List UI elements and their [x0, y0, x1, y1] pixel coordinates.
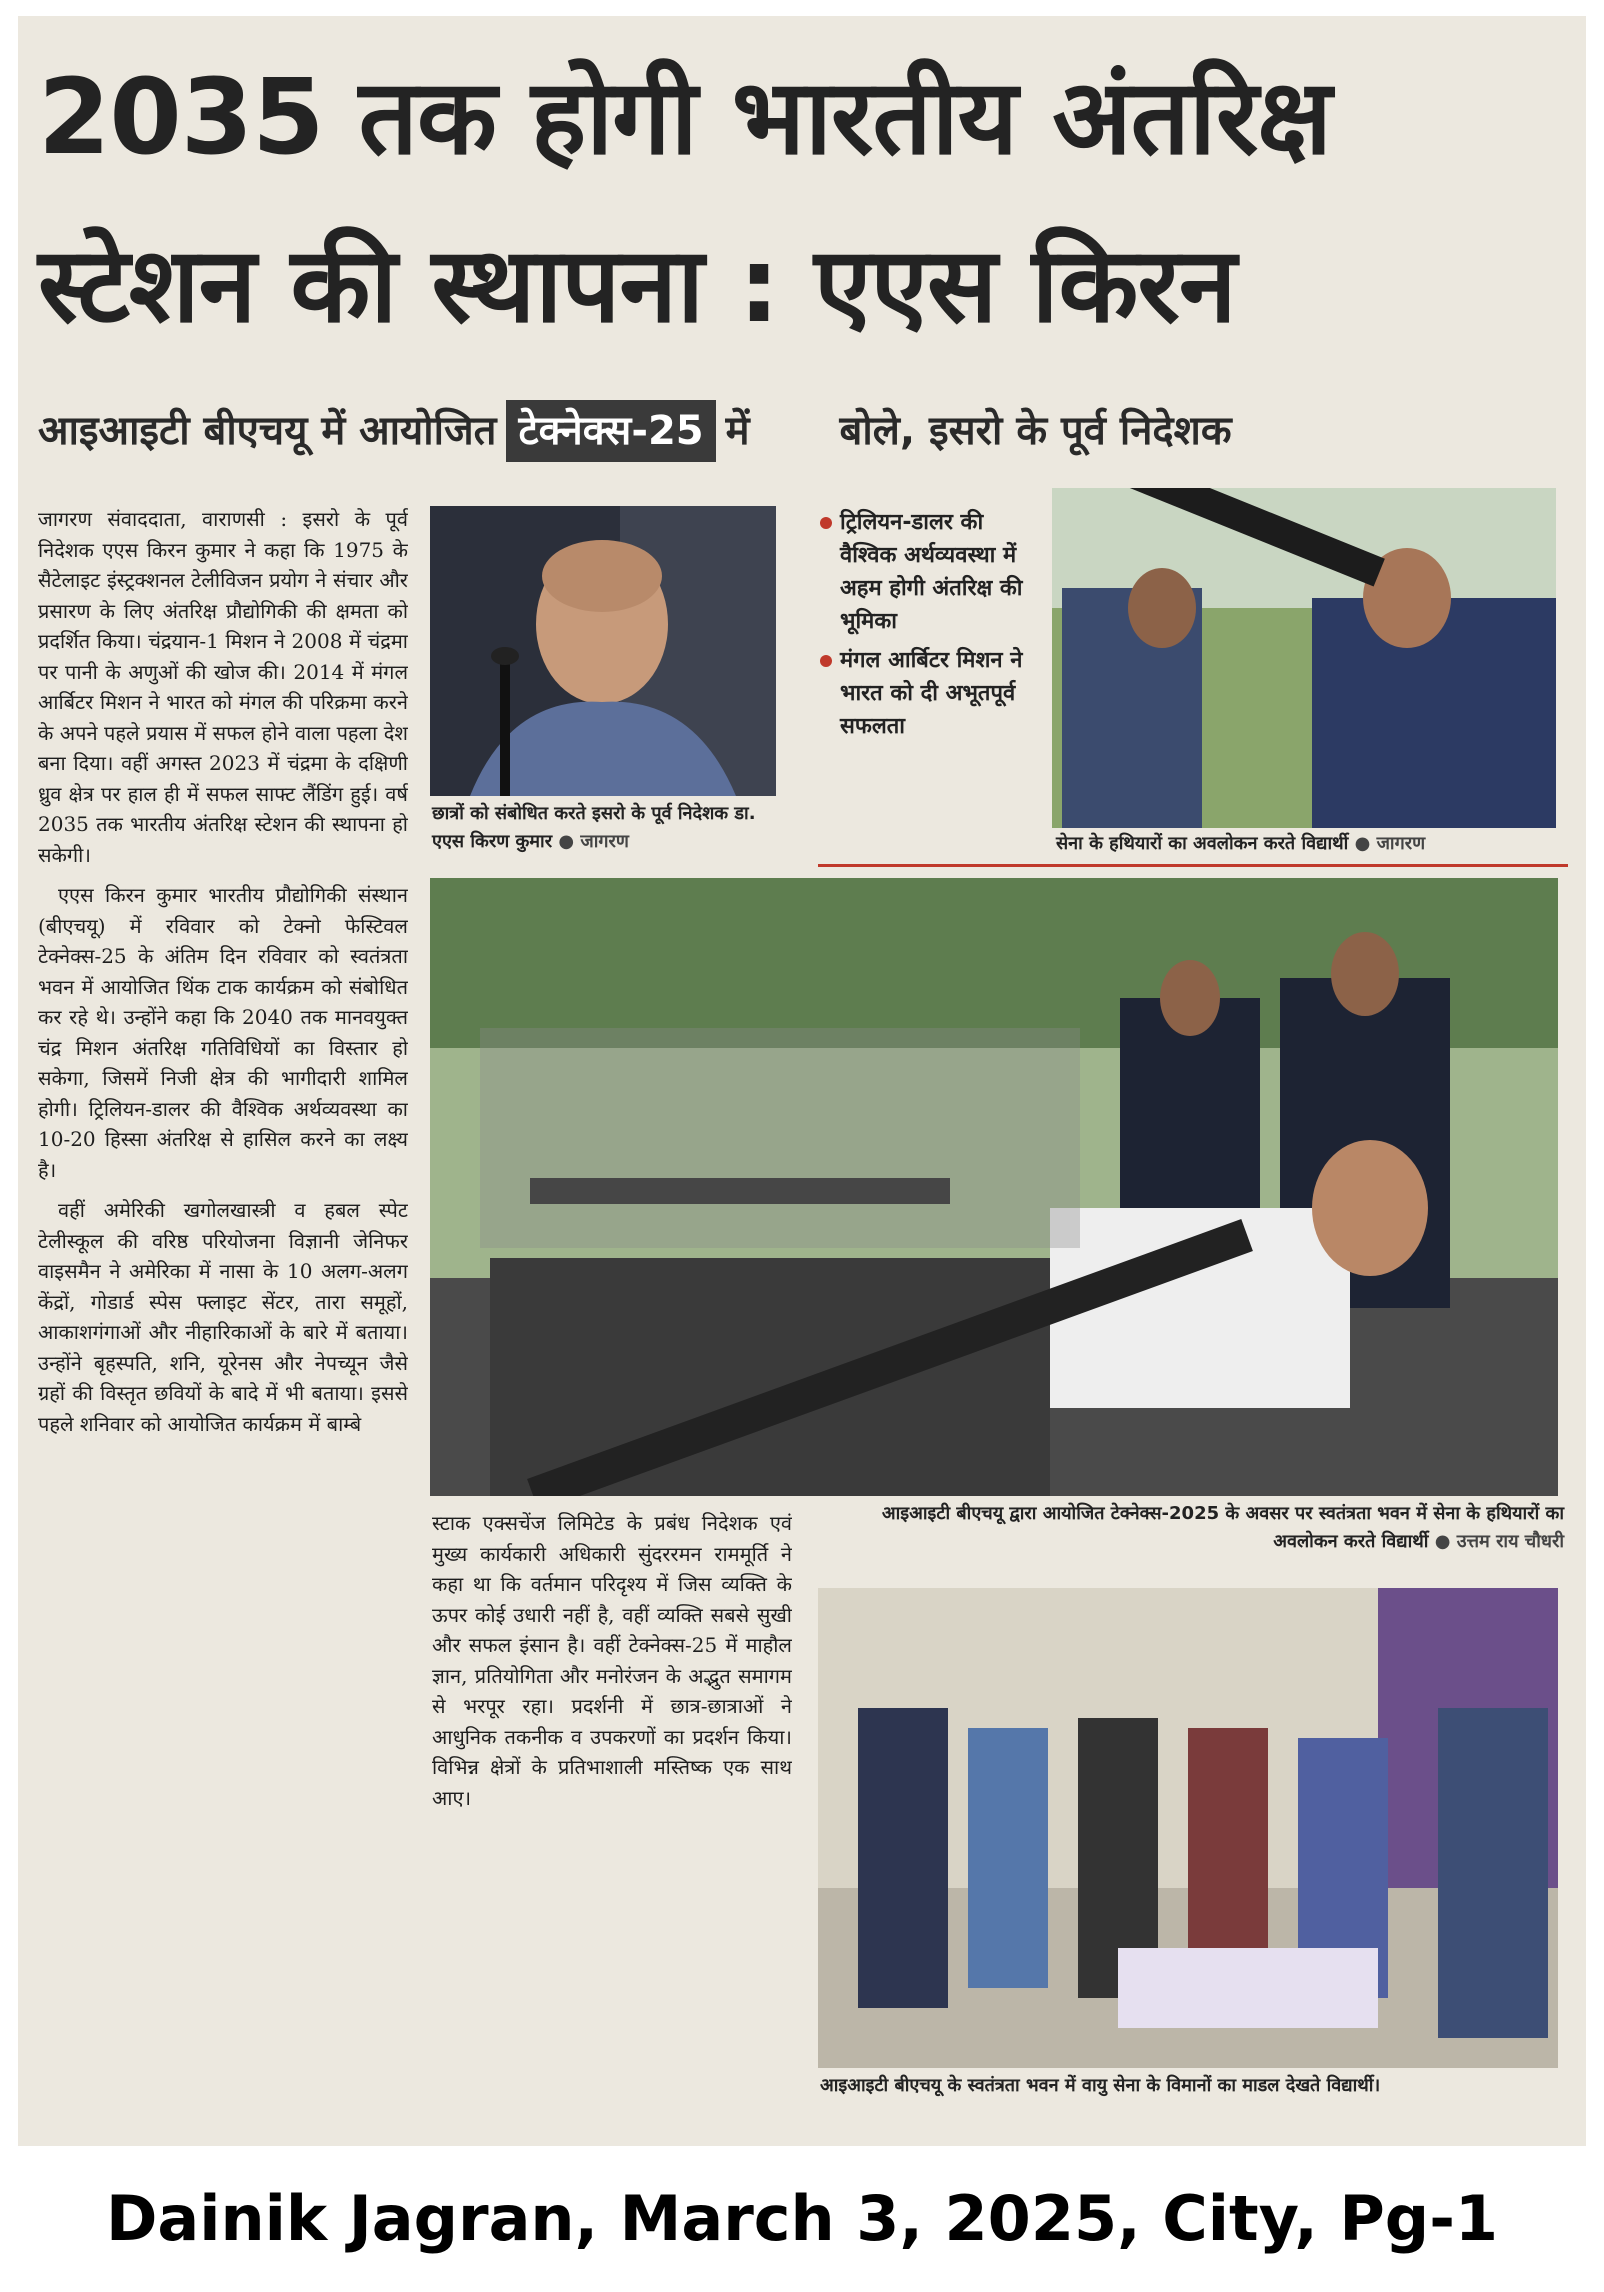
article-column-2: [432, 1508, 792, 2128]
source-citation: Dainik Jagran, March 3, 2025, City, Pg-1: [105, 2182, 1499, 2255]
subheadline-part-1: आइआइटी बीएचयू में आयोजित: [38, 408, 497, 454]
article-paragraph: एएस किरन कुमार भारतीय प्रौद्योगिकी संस्थान (बीएचयू) में रविवार को टेक्नो फेस्टिवल टेक्नेक्स-25 के अंतिम दिन रविवार को स्वतंत्रता भवन में आयोजित थिंक टाक कार्यक्रम को संबोधित कर रहे थे। उन्होंने कहा कि 2040 तक मानवयुक्त चंद्र मिशन अंतरिक्ष गतिविधियों का विस्तार हो सकेगा, जिसमें निजी क्षेत्र की भागीदारी शामिल होगी। ट्रिलियन-डालर की वैश्विक अर्थव्यवस्था का 10-20 हिस्सा अंतरिक्ष से हासिल करने का लक्ष्य है।: [38, 883, 408, 1182]
weapons-large-caption-text: आइआइटी बीएचयू द्वारा आयोजित टेक्नेक्स-2025 के अवसर पर स्वतंत्रता भवन में सेना के हथियारों का अवलोकन करते विद्यार्थी: [881, 1503, 1564, 1552]
divider-rule: [818, 864, 1568, 867]
subheadline-part-3: बोले, इसरो के पूर्व निदेशक: [839, 408, 1232, 454]
weapons-small-caption-text: सेना के हथियारों का अवलोकन करते विद्यार्थी: [1056, 833, 1349, 854]
speaker-caption-text: छात्रों को संबोधित करते इसरो के पूर्व निदेशक डा. एएस किरण कुमार: [432, 803, 756, 852]
article-paragraph: जागरण संवाददाता, वाराणसी : इसरो के पूर्व निदेशक एएस किरन कुमार ने कहा कि 1975 के सैटेलाइट इंस्ट्रक्शनल टेलीविजन प्रयोग ने संचार और प्रसारण के लिए अंतरिक्ष प्रौद्योगिकी की क्षमता को प्रदर्शित किया। चंद्रयान-1 मिशन ने 2008 में चंद्रमा पर पानी के अणुओं की खोज की। 2014 में मंगल आर्बिटर मिशन ने भारत को मंगल की परिक्रमा करने के अपने पहले प्रयास में सफल होने वाला पहला देश बना दिया। वहीं अगस्त 2023 में चंद्रमा के दक्षिणी ध्रुव क्षेत्र पर हाल ही में सफल साफ्ट लैंडिंग हुई। वर्ष 2035 तक भारतीय अंतरिक्ष स्टेशन की स्थापना हो सकेगी।: [38, 507, 408, 867]
aircraft-model-photo: [818, 1588, 1558, 2068]
article-paragraph: वहीं अमेरिकी खगोलखास्त्री व हबल स्पेट टेलीस्कूल की वरिष्ठ परियोजना विज्ञानी जेनिफर वाइसमैन ने अमेरिका में नासा के 10 अलग-अलग केंद्रों, गोडार्ड स्पेस फ्लाइट सेंटर, तारा समूहों, आकाशगंगाओं और नीहारिकाओं के बारे में बताया। उन्होंने बृहस्पति, शनि, यूरेनस और नेपच्यून जैसे ग्रहों की विस्तृत छवियों के बादे में भी बताया। इससे पहले शनिवार को आयोजित कार्यक्रम में बाम्बे: [38, 1198, 408, 1436]
speaker-caption: [432, 800, 782, 856]
weapons-large-photo: [430, 878, 1558, 1496]
article-paragraph: स्टाक एक्सचेंज लिमिटेड के प्रबंध निदेशक एवं मुख्य कार्यकारी अधिकारी सुंदररमन राममूर्ति ने कहा था कि वर्तमान परिदृश्य में जिस व्यक्ति के ऊपर कोई उधारी नहीं है, वहीं व्यक्ति सबसे सुखी और सफल इंसान है। वहीं टेक्नेक्स-25 में माहौल ज्ञान, प्रतियोगिता और मनोरंजन के अद्भुत समागम से भरपूर रहा। प्रदर्शनी में छात्र-छात्राओं ने आधुनिक तकनीक व उपकरणों का प्रदर्शन किया। विभिन्न क्षेत्रों के प्रतिभाशाली मस्तिष्क एक साथ आए।: [432, 1511, 792, 1810]
highlight-item: ट्रिलियन-डालर की वैश्विक अर्थव्यवस्था में अहम होगी अंतरिक्ष की भूमिका: [818, 506, 1044, 638]
subheadline: [38, 400, 1568, 462]
subheadline-part-2: में: [725, 408, 750, 454]
headline-line-1: 2035 तक होगी भारतीय अंतरिक्ष: [38, 56, 1331, 178]
weapons-small-caption-credit: ● जागरण: [1354, 833, 1426, 854]
weapons-small-photo: [1052, 488, 1556, 828]
weapons-large-caption-credit: ● उत्तम राय चौधरी: [1434, 1531, 1564, 1552]
highlight-item: मंगल आर्बिटर मिशन ने भारत को दी अभूतपूर्व सफलता: [818, 644, 1044, 743]
highlights-box: [818, 506, 1044, 846]
article-column-1: [38, 504, 408, 2124]
weapons-small-caption: [1056, 830, 1556, 858]
speaker-photo: [430, 506, 776, 796]
subheadline-highlight: टेक्नेक्स-25: [506, 400, 715, 462]
weapons-large-caption: [824, 1500, 1564, 1556]
aircraft-model-caption: आइआइटी बीएचयू के स्वतंत्रता भवन में वायु सेना के विमानों का माडल देखते विद्यार्थी।: [820, 2075, 1381, 2096]
headline-line-2: स्टेशन की स्थापना : एएस किरन: [38, 224, 1236, 346]
speaker-caption-credit: ● जागरण: [558, 831, 629, 852]
